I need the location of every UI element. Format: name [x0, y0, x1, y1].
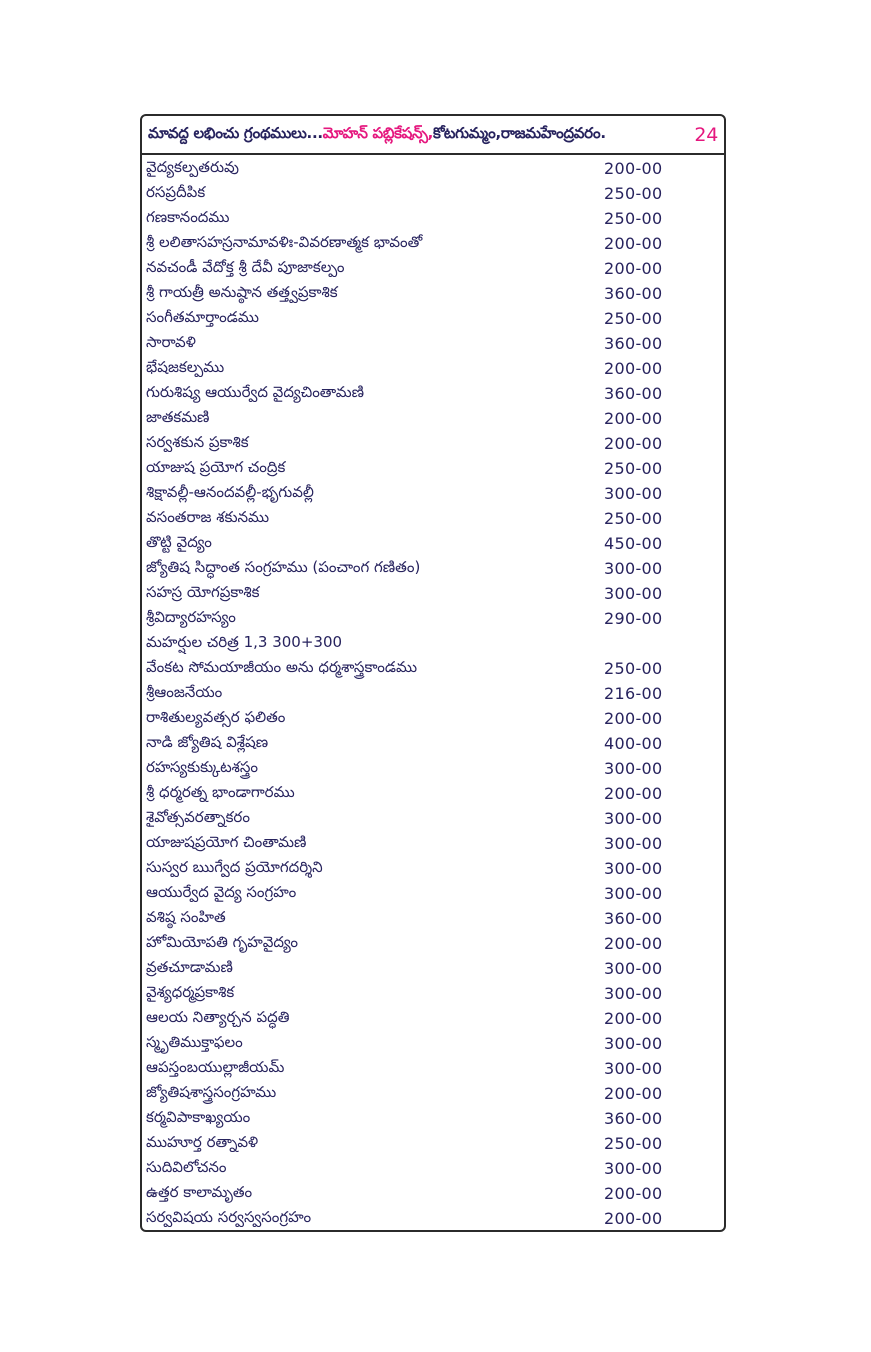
book-title: సంగీతమార్తాండము	[146, 307, 259, 326]
book-title: జ్యోతిష సిద్ధాంత సంగ్రహము (పంచాంగ గణితం)	[146, 557, 421, 576]
publisher-address: కోటగుమ్మం,రాజమహేంద్రవరం.	[433, 123, 606, 142]
book-row	[142, 556, 724, 581]
book-row	[142, 156, 724, 181]
book-row	[142, 931, 724, 956]
book-title: యాజుషప్రయోగ చింతామణి	[146, 832, 307, 851]
book-title: హోమియోపతి గృహవైద్యం	[146, 932, 299, 951]
book-price: 216-00	[604, 684, 663, 703]
book-title: సహస్ర యోగప్రకాశిక	[146, 582, 260, 601]
book-row	[142, 1006, 724, 1031]
book-price: 300-00	[604, 859, 663, 878]
book-row	[142, 606, 724, 631]
book-title: ఆపస్తంబయుల్లాజీయమ్	[146, 1057, 285, 1076]
book-row	[142, 981, 724, 1006]
book-title: తొట్టి వైద్యం	[146, 532, 212, 551]
book-title: వైద్యకల్పతరువు	[146, 157, 240, 176]
book-row	[142, 531, 724, 556]
book-title: సుదివిలోచనం	[146, 1157, 227, 1176]
book-title: శ్రీఆంజనేయం	[146, 682, 223, 701]
book-price: 400-00	[604, 734, 663, 753]
page-header	[142, 116, 724, 155]
book-title: సర్వవిషయ సర్వస్వసంగ్రహం	[146, 1207, 312, 1226]
book-title: సారావళి	[146, 332, 196, 351]
book-title: మహర్షుల చరిత్ర 1,3 300+300	[146, 632, 343, 651]
book-title: కర్మవిపాకాఖ్యయం	[146, 1107, 251, 1126]
book-row	[142, 406, 724, 431]
book-price: 300-00	[604, 1034, 663, 1053]
book-price: 250-00	[604, 459, 663, 478]
book-row	[142, 856, 724, 881]
book-title: వశిష్ఠ సంహిత	[146, 907, 226, 926]
book-title: ముహూర్త రత్నావళి	[146, 1132, 259, 1151]
book-price: 300-00	[604, 834, 663, 853]
book-price: 200-00	[604, 409, 663, 428]
book-title: శ్రీ గాయత్రీ అనుష్ఠాన తత్త్వప్రకాశిక	[146, 282, 338, 301]
book-title: జ్యోతిషశాస్త్రసంగ్రహము	[146, 1082, 277, 1101]
book-row	[142, 706, 724, 731]
book-row	[142, 281, 724, 306]
book-price: 300-00	[604, 959, 663, 978]
header-prefix: మావద్ద లభించు గ్రంథములు...	[148, 123, 323, 142]
book-price: 200-00	[604, 159, 663, 178]
book-title: శ్రీ ధర్మరత్న భాండాగారము	[146, 782, 295, 801]
book-title: భేషజకల్పము	[146, 357, 225, 376]
book-title: శైవోత్సవరత్నాకరం	[146, 807, 250, 826]
book-title: సర్వశకున ప్రకాశిక	[146, 432, 249, 451]
book-price: 200-00	[604, 934, 663, 953]
book-row	[142, 731, 724, 756]
book-price: 300-00	[604, 484, 663, 503]
book-title: ఆలయ నిత్యార్చన పద్ధతి	[146, 1007, 290, 1026]
book-price: 200-00	[604, 1209, 663, 1228]
book-title: రహస్యకుక్కుటశస్త్రం	[146, 757, 259, 776]
book-price: 200-00	[604, 1084, 663, 1103]
book-title: గురుశిష్య ఆయుర్వేద వైద్యచింతామణి	[146, 382, 364, 401]
book-row	[142, 256, 724, 281]
book-price: 250-00	[604, 1134, 663, 1153]
book-title: ఆయుర్వేద వైద్య సంగ్రహం	[146, 882, 297, 901]
book-title: శిక్షావల్లీ-ఆనందవల్లీ-భృగువల్లీ	[146, 482, 314, 501]
book-price: 300-00	[604, 809, 663, 828]
book-row	[142, 781, 724, 806]
book-row	[142, 181, 724, 206]
book-row	[142, 206, 724, 231]
book-price: 250-00	[604, 184, 663, 203]
book-row	[142, 481, 724, 506]
book-price: 300-00	[604, 584, 663, 603]
book-title: శ్రీ లలితాసహస్రనామావళిః-వివరణాత్మక భావంతో	[146, 232, 423, 251]
book-price: 250-00	[604, 309, 663, 328]
book-price: 200-00	[604, 709, 663, 728]
book-row	[142, 806, 724, 831]
book-row	[142, 831, 724, 856]
book-row	[142, 456, 724, 481]
book-title: గణకానందము	[146, 207, 230, 226]
book-row	[142, 1031, 724, 1056]
book-row	[142, 506, 724, 531]
book-row	[142, 581, 724, 606]
book-title: ఉత్తర కాలామృతం	[146, 1182, 253, 1201]
book-title: వసంతరాజ శకునము	[146, 507, 270, 526]
book-price: 360-00	[604, 284, 663, 303]
book-row	[142, 906, 724, 931]
book-price: 250-00	[604, 209, 663, 228]
book-price: 300-00	[604, 559, 663, 578]
book-row	[142, 306, 724, 331]
book-row	[142, 1181, 724, 1206]
book-price: 200-00	[604, 1184, 663, 1203]
book-price: 300-00	[604, 884, 663, 903]
book-price: 250-00	[604, 509, 663, 528]
book-row	[142, 431, 724, 456]
book-title: యాజుష ప్రయోగ చంద్రిక	[146, 457, 286, 476]
book-row	[142, 881, 724, 906]
book-price: 300-00	[604, 1059, 663, 1078]
book-price: 200-00	[604, 359, 663, 378]
book-row	[142, 1106, 724, 1131]
book-price: 360-00	[604, 334, 663, 353]
book-row	[142, 231, 724, 256]
book-title: స్మృతిముక్తాఫలం	[146, 1032, 243, 1051]
book-price: 200-00	[604, 234, 663, 253]
book-row	[142, 1056, 724, 1081]
book-row	[142, 656, 724, 681]
book-list	[142, 155, 724, 1231]
book-row	[142, 1156, 724, 1181]
book-price: 300-00	[604, 759, 663, 778]
book-row	[142, 681, 724, 706]
book-row	[142, 331, 724, 356]
book-row	[142, 1206, 724, 1231]
book-price: 200-00	[604, 259, 663, 278]
book-row	[142, 756, 724, 781]
book-row	[142, 1131, 724, 1156]
book-price: 360-00	[604, 1109, 663, 1128]
book-price: 360-00	[604, 384, 663, 403]
book-title: వ్రతచూడామణి	[146, 957, 233, 976]
book-row	[142, 381, 724, 406]
book-row	[142, 356, 724, 381]
book-price: 200-00	[604, 1009, 663, 1028]
book-price: 200-00	[604, 784, 663, 803]
book-title: వైశ్యధర్మప్రకాశిక	[146, 982, 235, 1001]
book-title: జాతకమణి	[146, 407, 210, 426]
book-price: 250-00	[604, 659, 663, 678]
book-title: సుస్వర ఋగ్వేద ప్రయోగదర్శిని	[146, 857, 323, 876]
book-title: శ్రీవిద్యారహస్యం	[146, 607, 236, 626]
book-row	[142, 956, 724, 981]
book-title: నాడి జ్యోతిష విశ్లేషణ	[146, 732, 269, 751]
book-title: రాశితుల్యవత్సర ఫలితం	[146, 707, 286, 726]
publisher-name: మోహన్ పబ్లికేషన్స్,	[322, 123, 434, 142]
book-title: రసప్రదీపిక	[146, 182, 206, 201]
book-price: 360-00	[604, 909, 663, 928]
book-title: వేంకట సోమయాజీయం అను ధర్మశాస్త్రకాండము	[146, 657, 418, 676]
book-title: నవచండీ వేదోక్త శ్రీ దేవీ పూజాకల్పం	[146, 257, 345, 276]
book-price: 300-00	[604, 1159, 663, 1178]
book-price: 200-00	[604, 434, 663, 453]
book-list-frame	[140, 114, 726, 1232]
page-number: 24	[694, 123, 718, 146]
book-price: 450-00	[604, 534, 663, 553]
book-row	[142, 1081, 724, 1106]
book-price: 290-00	[604, 609, 663, 628]
book-row	[142, 631, 724, 656]
book-price: 300-00	[604, 984, 663, 1003]
